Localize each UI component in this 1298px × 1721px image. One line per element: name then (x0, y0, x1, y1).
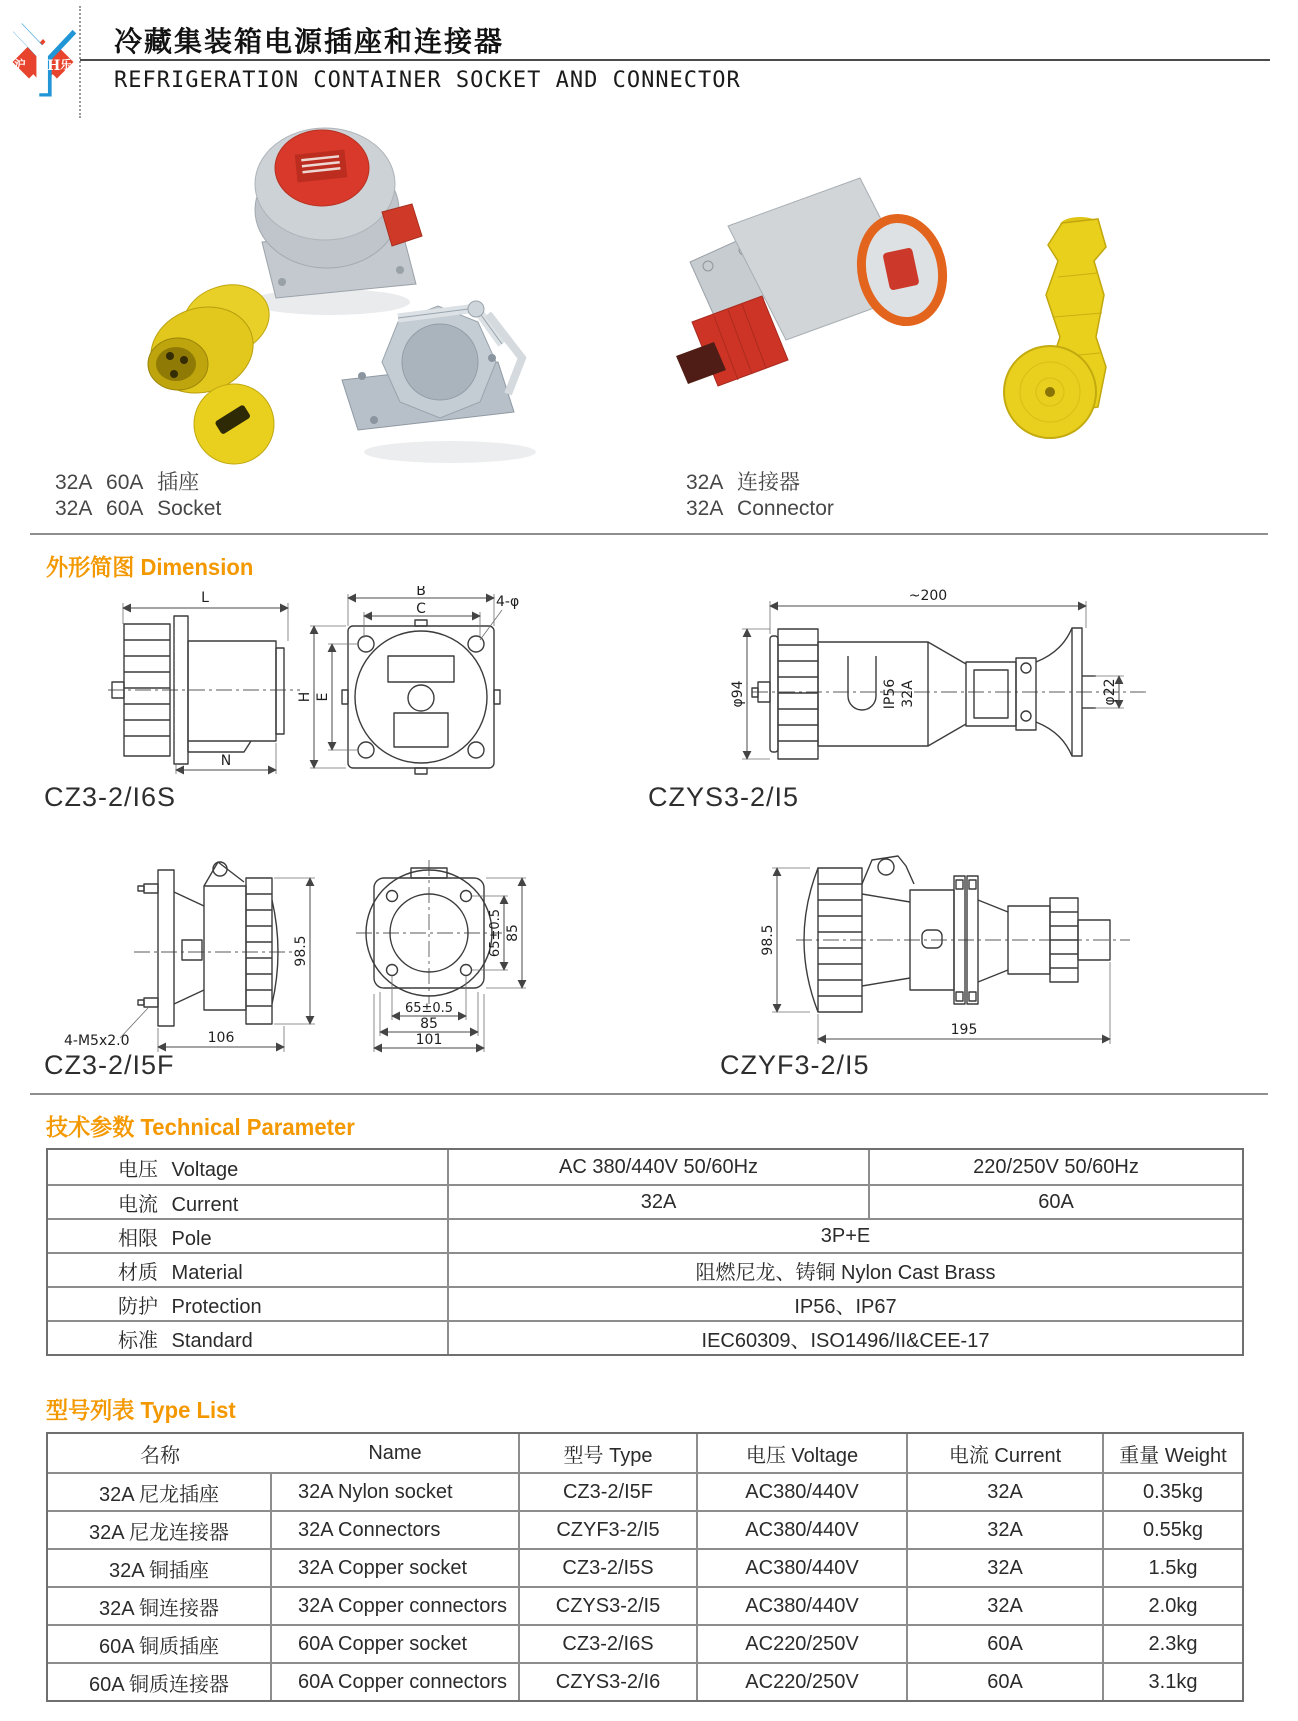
cell-name-en: 60A Copper socket (272, 1626, 520, 1662)
product-photos (30, 112, 1270, 472)
cell-type: CZYS3-2/I5 (520, 1588, 698, 1624)
dim-L: L (201, 590, 209, 606)
cell-weight: 2.0kg (1148, 1594, 1198, 1617)
drawing-cz3-2-i6s (108, 586, 528, 776)
caption-connector-en: 32A Connector (686, 497, 834, 520)
caption-connector-cn: 32A 连接器 (686, 471, 801, 494)
section-divider-1 (30, 533, 1268, 535)
logo-char-center: H (47, 58, 61, 75)
dim-85v: 85 (505, 924, 521, 942)
section-divider-2 (30, 1093, 1268, 1095)
type-list-heading: 型号列表 Type List (46, 1397, 236, 1423)
dim-C: C (416, 601, 426, 617)
col-header-voltage: 电压 Voltage (698, 1434, 908, 1472)
cell-weight: 2.3kg (1148, 1632, 1198, 1655)
cell-name-en: 32A Connectors (272, 1512, 520, 1548)
type-list-table (46, 1432, 1244, 1702)
cell-current: 32A (908, 1550, 1104, 1586)
header-rule (80, 59, 1270, 61)
cell-name-cn: 32A 尼龙插座 (48, 1474, 272, 1510)
param-value: AC 380/440V 50/60Hz (449, 1150, 870, 1184)
dim-195: 195 (950, 1022, 978, 1038)
param-label: 材质 Material (48, 1254, 449, 1286)
caption-socket-en: 32A 60A Socket (55, 497, 222, 520)
cell-voltage: AC380/440V (698, 1588, 908, 1624)
dim-d22: φ22 (1102, 678, 1118, 706)
model-cz3-2-i6s: CZ3-2/I6S (44, 782, 177, 812)
cell-weight: 0.55kg (1142, 1518, 1204, 1541)
param-value: 阻燃尼龙、铸铜 Nylon Cast Brass (695, 1261, 996, 1284)
photo-socket-red-cap (250, 128, 422, 315)
cell-type: CZYS3-2/I6 (520, 1664, 698, 1700)
technical-parameter-table (46, 1148, 1244, 1356)
cell-voltage: AC380/440V (698, 1550, 908, 1586)
photo-connector-assembled (676, 178, 952, 386)
cell-type: CZYF3-2/I5 (520, 1512, 698, 1548)
cell-name-cn: 32A 尼龙连接器 (48, 1512, 272, 1548)
dim-65h: 65±0.5 (404, 1001, 454, 1016)
param-label: 相限 Pole (48, 1220, 449, 1252)
cell-name-cn: 32A 铜连接器 (48, 1588, 272, 1624)
table-row (48, 1320, 1242, 1354)
cell-type: CZ3-2/I6S (520, 1626, 698, 1662)
col-header-weight: 重量 Weight (1119, 1444, 1227, 1467)
param-value: 220/250V 50/60Hz (973, 1155, 1139, 1178)
dim-85h: 85 (420, 1016, 438, 1032)
dim-65v: 65±0.5 (488, 908, 503, 958)
dim-H: H (297, 691, 313, 703)
cell-voltage: AC380/440V (698, 1512, 908, 1548)
cell-weight: 3.1kg (1148, 1670, 1198, 1693)
cell-current: 32A (908, 1474, 1104, 1510)
cell-name-cn: 60A 铜质连接器 (48, 1664, 272, 1700)
drawing-cz3-2-i5f (58, 842, 538, 1057)
param-value: IEC60309、ISO1496/II&CEE-17 (701, 1329, 990, 1352)
cell-name-en: 32A Nylon socket (272, 1474, 520, 1510)
dim-B: B (416, 586, 426, 599)
param-label: 电流 Current (48, 1186, 449, 1218)
table-row (48, 1472, 1242, 1510)
table-row (48, 1218, 1242, 1252)
col-header-type: 型号 Type (520, 1434, 698, 1472)
cell-name-en: 60A Copper connectors (272, 1664, 520, 1700)
dim-32a: 32A (900, 680, 916, 708)
cell-type: CZ3-2/I5S (520, 1550, 698, 1586)
dim-106: 106 (207, 1030, 235, 1046)
dim-holes: 4-φ (496, 594, 520, 610)
logo-char-right: 乐 (60, 59, 72, 72)
model-czyf3-2-i5: CZYF3-2/I5 (720, 1050, 870, 1080)
cell-current: 32A (908, 1512, 1104, 1548)
page-title-cn: 冷藏集装箱电源插座和连接器 (114, 26, 505, 57)
table-row (48, 1662, 1242, 1700)
table-header-row (48, 1434, 1242, 1472)
param-value: IP56、IP67 (794, 1295, 897, 1318)
cell-weight: 0.35kg (1142, 1480, 1204, 1503)
page-title-en: REFRIGERATION CONTAINER SOCKET AND CONNECTOR (114, 68, 741, 93)
dim-4m5: 4-M5x2.0 (64, 1033, 130, 1049)
cell-current: 60A (908, 1626, 1104, 1662)
table-row (48, 1150, 1242, 1184)
param-value: 60A (1038, 1190, 1074, 1213)
photo-metal-socket (342, 301, 536, 463)
dim-98-5: 98.5 (293, 935, 309, 967)
cell-voltage: AC220/250V (698, 1626, 908, 1662)
caption-socket-cn: 32A 60A 插座 (55, 471, 200, 494)
col-header-current: 电流 Current (908, 1434, 1104, 1472)
drawing-czyf3-2-i5 (700, 842, 1140, 1057)
table-row (48, 1252, 1242, 1286)
dim-200: ~200 (908, 588, 948, 604)
technical-parameter-heading: 技术参数 Technical Parameter (46, 1114, 355, 1140)
cell-current: 32A (908, 1588, 1104, 1624)
drawing-czys3-2-i5 (726, 584, 1160, 766)
dim-101: 101 (415, 1032, 443, 1048)
cell-voltage: AC380/440V (698, 1474, 908, 1510)
cell-voltage: AC220/250V (698, 1664, 908, 1700)
table-row (48, 1586, 1242, 1624)
cell-name-en: 32A Copper connectors (272, 1588, 520, 1624)
cell-name-cn: 60A 铜质插座 (48, 1626, 272, 1662)
cell-current: 60A (908, 1664, 1104, 1700)
dim-N: N (220, 753, 232, 769)
logo-char-left: 沪 (14, 59, 26, 72)
table-row (48, 1548, 1242, 1586)
table-row (48, 1624, 1242, 1662)
param-value: 3P+E (820, 1224, 871, 1247)
photo-yellow-cap (1004, 346, 1096, 438)
table-row (48, 1510, 1242, 1548)
model-czys3-2-i5: CZYS3-2/I5 (648, 782, 800, 812)
photo-yellow-connector-left (140, 274, 279, 464)
col-header-name-cn: 名称 (140, 1444, 180, 1467)
dim-ip56: IP56 (882, 678, 898, 710)
cell-type: CZ3-2/I5F (520, 1474, 698, 1510)
param-label: 标准 Standard (48, 1322, 449, 1354)
dim-E: E (315, 692, 331, 702)
dimension-heading: 外形简图 Dimension (46, 554, 254, 580)
col-header-name-en: Name (272, 1434, 520, 1472)
cell-name-cn: 32A 铜插座 (48, 1550, 272, 1586)
header-divider (79, 6, 81, 118)
dim-98-5b: 98.5 (760, 924, 776, 956)
param-value: 32A (449, 1186, 870, 1218)
cell-name-en: 32A Copper socket (272, 1550, 520, 1586)
param-label: 电压 Voltage (48, 1150, 449, 1184)
table-row (48, 1286, 1242, 1320)
param-label: 防护 Protection (48, 1288, 449, 1320)
table-row (48, 1184, 1242, 1218)
model-cz3-2-i5f: CZ3-2/I5F (44, 1050, 175, 1080)
company-logo (6, 14, 80, 110)
cell-weight: 1.5kg (1148, 1556, 1198, 1579)
dim-d94: φ94 (730, 680, 746, 708)
